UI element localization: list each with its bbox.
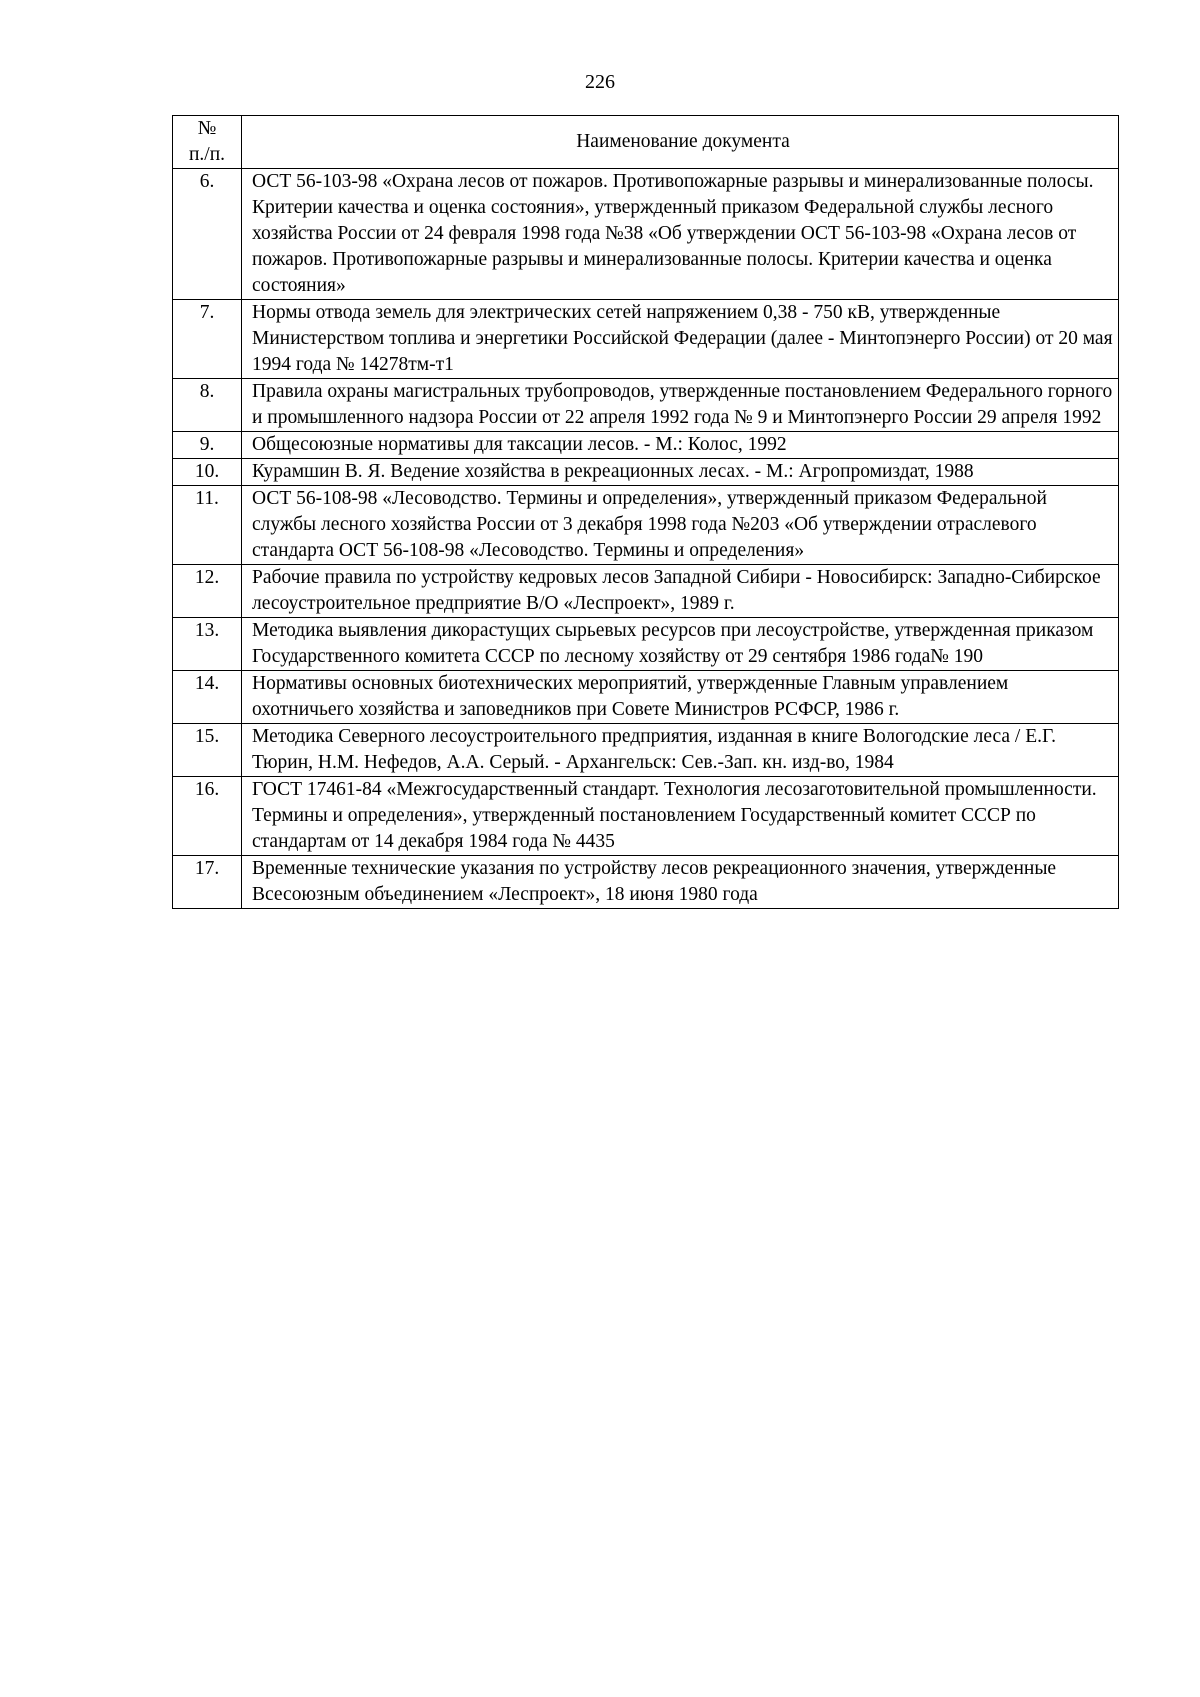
row-number: 15. (173, 724, 242, 777)
table-row (173, 856, 1119, 909)
header-number-cell (173, 116, 242, 169)
row-document-name: Нормативы основных биотехнических мероприятий, утвержденные Главным управлением охотничьего хозяйства и заповедников при Совете Министров РСФСР, 1986 г. (242, 671, 1119, 724)
row-document-name: Методика выявления дикорастущих сырьевых ресурсов при лесоустройстве, утвержденная приказом Государственного комитета СССР по лесному хозяйству от 29 сентября 1986 года№ 190 (242, 618, 1119, 671)
row-number: 11. (173, 486, 242, 565)
table-header-row (173, 116, 1119, 169)
table-row (173, 486, 1119, 565)
row-number: 17. (173, 856, 242, 909)
header-number-abbr: п./п. (188, 144, 226, 165)
row-document-name: ГОСТ 17461-84 «Межгосударственный стандарт. Технология лесозаготовительной промышленности. Термины и определения», утвержденный постановлением Государственный комитет СССР по стандартам от 14 декабря 1984 года № 4435 (242, 777, 1119, 856)
row-number: 10. (173, 459, 242, 486)
documents-table (172, 115, 1119, 909)
row-document-name: Курамшин В. Я. Ведение хозяйства в рекреационных лесах. - М.: Агропромиздат, 1988 (242, 459, 1119, 486)
table-row (173, 379, 1119, 432)
table-row (173, 169, 1119, 300)
row-document-name: Нормы отвода земель для электрических сетей напряжением 0,38 - 750 кВ, утвержденные Министерством топлива и энергетики Российской Федерации (далее - Минтопэнерго России) от 20 мая 1994 года № 14278тм-т1 (242, 300, 1119, 379)
table-row (173, 618, 1119, 671)
page-number: 226 (585, 71, 615, 93)
table-row (173, 777, 1119, 856)
row-number: 6. (173, 169, 242, 300)
table-row (173, 565, 1119, 618)
row-document-name: ОСТ 56-103-98 «Охрана лесов от пожаров. Противопожарные разрывы и минерализованные полосы. Критерии качества и оценка состояния», утвержденный приказом Федеральной службы лесного хозяйства России от 24 февраля 1998 года №38 «Об утверждении ОСТ 56-103-98 «Охрана лесов от пожаров. Противопожарные разрывы и минерализованные полосы. Критерии качества и оценка состояния» (242, 169, 1119, 300)
table-row (173, 671, 1119, 724)
row-number: 12. (173, 565, 242, 618)
row-document-name: Рабочие правила по устройству кедровых лесов Западной Сибири - Новосибирск: Западно-Сибирское лесоустроительное предприятие В/О «Леспроект», 1989 г. (242, 565, 1119, 618)
row-number: 9. (173, 432, 242, 459)
table-row (173, 432, 1119, 459)
row-document-name: Правила охраны магистральных трубопроводов, утвержденные постановлением Федерального горного и промышленного надзора России от 22 апреля 1992 года № 9 и Минтопэнерго России 29 апреля 1992 (242, 379, 1119, 432)
header-number-symbol: № (197, 118, 217, 139)
table-row (173, 459, 1119, 486)
row-document-name: Общесоюзные нормативы для таксации лесов. - М.: Колос, 1992 (242, 432, 1119, 459)
row-document-name: Методика Северного лесоустроительного предприятия, изданная в книге Вологодские леса / Е.Г. Тюрин, Н.М. Нефедов, А.А. Серый. - Архангельск: Сев.-Зап. кн. изд-во, 1984 (242, 724, 1119, 777)
table-row (173, 300, 1119, 379)
table-row (173, 724, 1119, 777)
row-number: 16. (173, 777, 242, 856)
row-document-name: ОСТ 56-108-98 «Лесоводство. Термины и определения», утвержденный приказом Федеральной службы лесного хозяйства России от 3 декабря 1998 года №203 «Об утверждении отраслевого стандарта ОСТ 56-108-98 «Лесоводство. Термины и определения» (242, 486, 1119, 565)
row-document-name: Временные технические указания по устройству лесов рекреационного значения, утвержденные Всесоюзным объединением «Леспроект», 18 июня 1980 года (242, 856, 1119, 909)
header-name-cell: Наименование документа (242, 116, 1119, 169)
row-number: 13. (173, 618, 242, 671)
row-number: 7. (173, 300, 242, 379)
row-number: 14. (173, 671, 242, 724)
row-number: 8. (173, 379, 242, 432)
